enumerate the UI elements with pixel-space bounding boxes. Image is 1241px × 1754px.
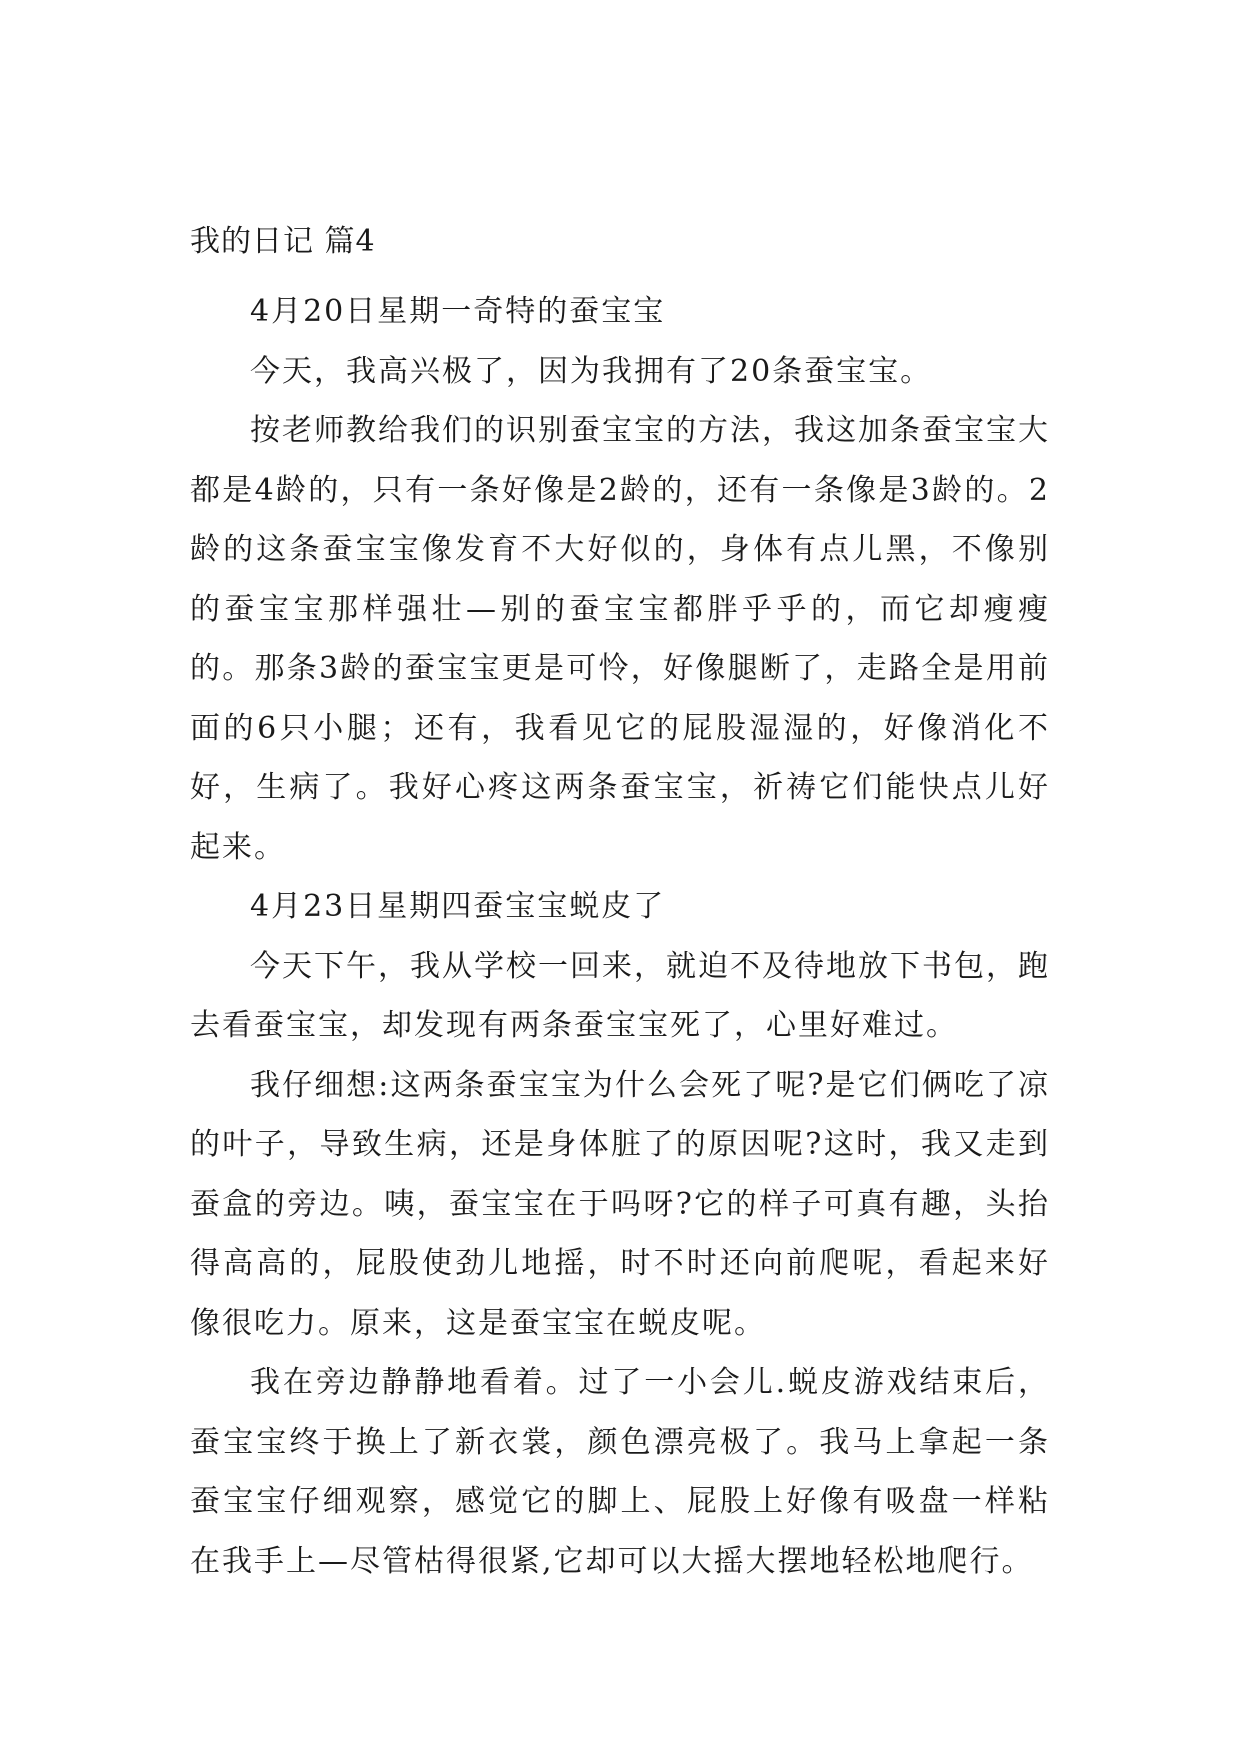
paragraph: 今天，我高兴极了，因为我拥有了20条蚕宝宝。 <box>250 353 933 389</box>
diary-date-heading: 4月20日星期一奇特的蚕宝宝 <box>250 294 666 329</box>
paragraph: 今天下午，我从学校一回来，就迫不及待地放下书包，跑去看蚕宝宝，却发现有两条蚕宝宝死了，心里好难过。 <box>190 948 1050 1043</box>
diary-date-heading: 4月23日星期四蚕宝宝蜕皮了 <box>250 889 666 924</box>
paragraph: 按老师教给我们的识别蚕宝宝的方法，我这加条蚕宝宝大都是4龄的，只有一条好像是2龄的，还有一条像是3龄的。2龄的这条蚕宝宝像发育不大好似的，身体有点儿黑，不像别的蚕宝宝那样强壮—别的蚕宝宝都胖乎乎的，而它却瘦瘦的。那条3龄的蚕宝宝更是可怜，好像腿断了，走路全是用前面的6只小腿；还有，我看见它的屁股湿湿的，好像消化不好，生病了。我好心疼这两条蚕宝宝，祈祷它们能快点儿好起来。 <box>190 413 1050 865</box>
document-page <box>190 222 1050 1591</box>
paragraph: 我在旁边静静地看着。过了一小会儿.蜕皮游戏结束后，蚕宝宝终于换上了新衣裳，颜色漂亮极了。我马上拿起一条蚕宝宝仔细观察，感觉它的脚上、屁股上好像有吸盘一样粘在我手上—尽管枯得很紧,它却可以大摇大摆地轻松地爬行。 <box>190 1365 1050 1579</box>
paragraph: 我仔细想:这两条蚕宝宝为什么会死了呢?是它们俩吃了凉的叶子，导致生病，还是身体脏了的原因呢?这时，我又走到蚕盒的旁边。咦，蚕宝宝在于吗呀?它的样子可真有趣，头抬得高高的，屁股使劲儿地摇，时不时还向前爬呢，看起来好像很吃力。原来，这是蚕宝宝在蜕皮呢。 <box>190 1067 1050 1341</box>
document-title: 我的日记 篇4 <box>190 224 376 259</box>
